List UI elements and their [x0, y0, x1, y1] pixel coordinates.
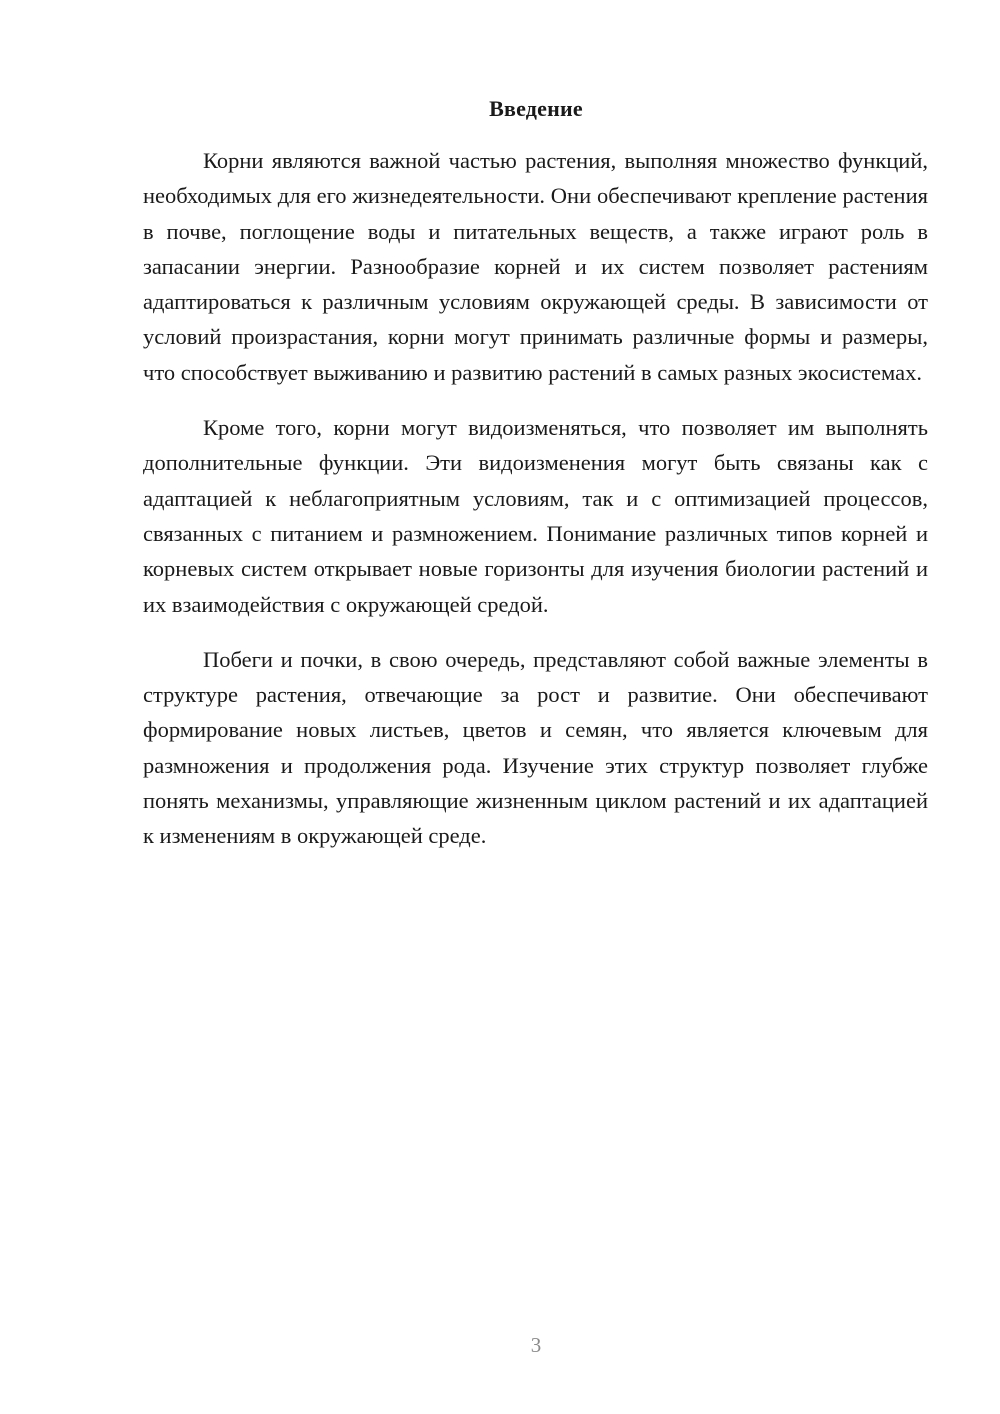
document-body: [143, 143, 928, 854]
paragraph-shoots-buds: Побеги и почки, в свою очередь, представляют собой важные элементы в структуре растения, отвечающие за рост и развитие. Они обеспечивают формирование новых листьев, цветов и семян, что является ключевым для размножения и продолжения рода. Изучение этих структур позволяет глубже понять механизмы, управляющие жизненным циклом растений и их адаптацией к изменениям в окружающей среде.: [143, 646, 928, 849]
page-number: 3: [530, 1333, 542, 1357]
page-title: Введение: [489, 96, 583, 121]
paragraph-roots-modification: Кроме того, корни могут видоизменяться, что позволяет им выполнять дополнительные функции. Эти видоизменения могут быть связаны как с адаптацией к неблагоприятным условиям, так и с оптимизацией процессов, связанных с питанием и размножением. Понимание различных типов корней и корневых систем открывает новые горизонты для изучения биологии растений и их взаимодействия с окружающей средой.: [143, 415, 928, 617]
paragraph-roots-intro: Корни являются важной частью растения, выполняя множество функций, необходимых для его жизнедеятельности. Они обеспечивают крепление растения в почве, поглощение воды и питательных веществ, а также играют роль в запасании энергии. Разнообразие корней и их систем позволяет растениям адаптироваться к различным условиям окружающей среды. В зависимости от условий произрастания, корни могут принимать различные формы и размеры, что способствует выживанию и развитию растений в самых разных экосистемах.: [143, 148, 928, 385]
